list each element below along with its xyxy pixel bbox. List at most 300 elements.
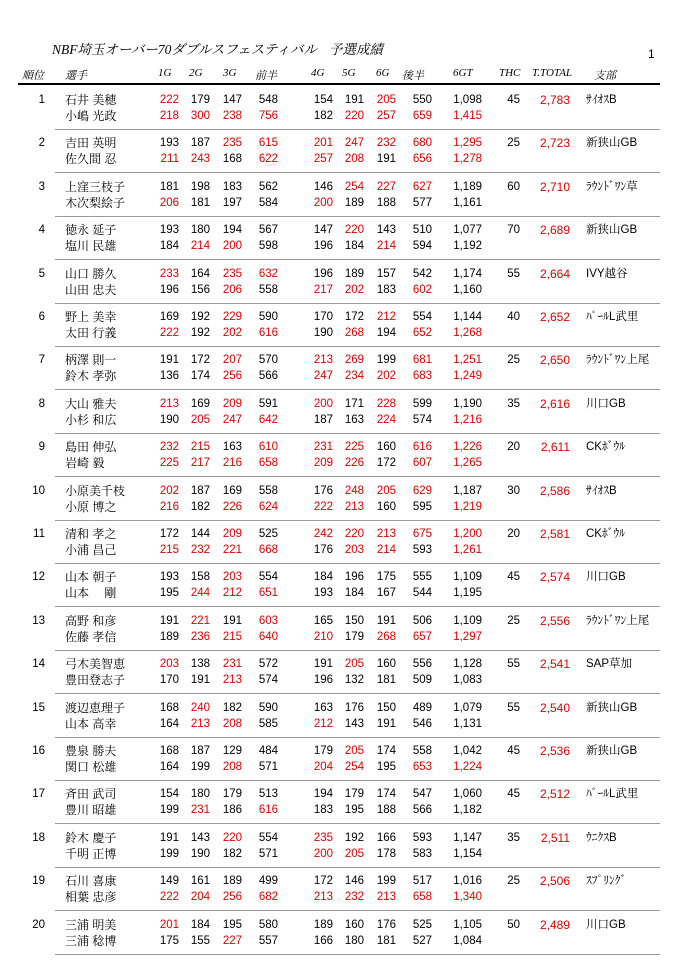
score-cell: 184	[344, 587, 364, 600]
score-cell: 683	[412, 370, 432, 383]
score-cell: 193	[159, 137, 179, 150]
result-entry	[0, 564, 700, 607]
score-cell: 196	[344, 571, 364, 584]
score-cell: 143	[376, 224, 396, 237]
player-name: 岩崎 毅	[65, 456, 105, 471]
team-total-cell: 2,650	[539, 353, 570, 368]
score-cell: 179	[313, 745, 333, 757]
score-cell: 624	[258, 500, 278, 513]
score-cell: 187	[190, 745, 210, 757]
score-cell: 160	[376, 658, 396, 671]
score-cell: 182	[222, 847, 242, 860]
score-cell: 682	[258, 891, 278, 904]
score-cell: 215	[222, 630, 242, 643]
rank-cell: 7	[38, 354, 45, 367]
score-cell: 226	[222, 500, 242, 513]
score-cell: 593	[412, 544, 432, 556]
score-cell: 166	[376, 831, 396, 844]
score-cell: 222	[159, 891, 179, 904]
score-cell: 184	[159, 240, 179, 253]
score-cell: 200	[313, 397, 333, 410]
player-name: 山口 勝久	[65, 266, 117, 281]
score-cell: 146	[344, 875, 364, 888]
score-cell: 209	[222, 397, 242, 410]
score-cell: 570	[258, 354, 278, 367]
score-cell: 204	[313, 761, 333, 773]
score-cell: 187	[190, 137, 210, 150]
score-cell: 656	[412, 153, 432, 166]
score-cell: 205	[190, 413, 210, 426]
score-cell: 1,261	[453, 544, 482, 556]
score-cell: 268	[376, 630, 396, 643]
branch-cell: ﾊﾟｰﾙL武里	[586, 311, 639, 323]
score-cell: 218	[159, 110, 179, 122]
branch-cell: 川口GB	[586, 397, 626, 410]
score-cell: 220	[344, 110, 364, 122]
team-total-cell: 2,556	[539, 613, 570, 628]
score-cell: 242	[313, 528, 333, 540]
score-cell: 169	[190, 397, 210, 410]
score-cell: 208	[222, 717, 242, 730]
score-cell: 183	[313, 804, 333, 817]
score-cell: 1,154	[453, 847, 482, 860]
score-cell: 247	[313, 370, 333, 383]
score-cell: 213	[222, 674, 242, 687]
score-cell: 1,131	[453, 717, 482, 730]
score-cell: 165	[313, 614, 333, 627]
score-cell: 562	[258, 180, 278, 193]
thc-cell: 70	[507, 224, 520, 237]
score-cell: 168	[159, 701, 179, 714]
score-cell: 602	[412, 283, 432, 296]
rank-cell: 6	[38, 311, 45, 323]
score-cell: 166	[313, 934, 333, 947]
player-name: 大山 雅夫	[65, 396, 117, 411]
result-entry	[0, 825, 700, 868]
result-entry	[0, 738, 700, 781]
header-4g: 4G	[311, 67, 325, 79]
score-cell: 1,160	[453, 283, 482, 296]
score-cell: 517	[412, 875, 432, 888]
result-entry	[0, 391, 700, 434]
player-name: 小杉 和広	[65, 412, 117, 427]
score-cell: 170	[159, 674, 179, 687]
score-cell: 506	[412, 614, 432, 627]
score-cell: 231	[222, 658, 242, 671]
score-cell: 172	[344, 311, 364, 323]
score-cell: 186	[222, 804, 242, 817]
thc-cell: 45	[507, 788, 520, 801]
score-cell: 615	[258, 137, 278, 150]
score-cell: 191	[376, 153, 396, 166]
score-cell: 195	[159, 587, 179, 600]
score-cell: 202	[376, 370, 396, 383]
score-cell: 188	[376, 804, 396, 817]
score-cell: 160	[376, 500, 396, 513]
score-cell: 214	[376, 240, 396, 253]
score-cell: 220	[344, 528, 364, 540]
score-cell: 525	[258, 528, 278, 540]
team-total-cell: 2,489	[539, 917, 570, 932]
score-cell: 172	[190, 354, 210, 367]
score-cell: 509	[412, 674, 432, 687]
score-cell: 190	[313, 327, 333, 339]
header-3g: 3G	[223, 67, 237, 79]
score-cell: 149	[159, 875, 179, 888]
score-cell: 191	[222, 614, 242, 627]
score-cell: 607	[412, 457, 432, 470]
score-cell: 189	[313, 918, 333, 931]
score-cell: 554	[412, 311, 432, 323]
score-cell: 182	[313, 110, 333, 122]
score-cell: 1,174	[453, 267, 482, 280]
score-cell: 213	[313, 891, 333, 904]
player-name: 小浦 昌己	[65, 543, 117, 557]
score-cell: 499	[258, 875, 278, 888]
table-header	[0, 67, 700, 81]
score-cell: 1,161	[453, 196, 482, 209]
score-cell: 189	[159, 630, 179, 643]
score-cell: 191	[376, 614, 396, 627]
score-cell: 599	[412, 397, 432, 410]
score-cell: 196	[313, 674, 333, 687]
score-cell: 254	[344, 180, 364, 193]
score-cell: 220	[222, 831, 242, 844]
thc-cell: 55	[507, 658, 520, 671]
header-thc: THC	[499, 67, 521, 79]
score-cell: 224	[376, 413, 396, 426]
score-cell: 179	[344, 788, 364, 801]
score-cell: 247	[222, 413, 242, 426]
thc-cell: 25	[507, 875, 520, 888]
score-cell: 1,190	[453, 397, 482, 410]
score-cell: 150	[344, 614, 364, 627]
score-cell: 175	[376, 571, 396, 584]
result-entry	[0, 434, 700, 477]
score-cell: 229	[222, 311, 242, 323]
thc-cell: 40	[507, 311, 520, 323]
thc-cell: 55	[507, 267, 520, 280]
header-rule	[18, 83, 660, 85]
score-cell: 204	[190, 891, 210, 904]
score-cell: 225	[344, 441, 364, 454]
player-name: 三浦 明美	[65, 917, 117, 932]
score-cell: 1,297	[453, 630, 482, 643]
result-entry	[0, 695, 700, 738]
branch-cell: ﾊﾟｰﾙL武里	[586, 788, 639, 801]
score-cell: 191	[190, 674, 210, 687]
score-cell: 199	[159, 847, 179, 860]
score-cell: 190	[159, 413, 179, 426]
score-cell: 1,278	[453, 153, 482, 166]
result-entry	[0, 912, 700, 955]
branch-cell: ｽﾌﾟﾘﾝｸﾞ	[586, 875, 627, 888]
score-cell: 178	[376, 847, 396, 860]
event-name: NBF埼玉オーバー70ダブルスフェスティバル	[52, 42, 317, 57]
page-number: 1	[648, 47, 655, 61]
score-cell: 156	[190, 283, 210, 296]
branch-cell: 新狭山GB	[586, 745, 638, 757]
score-cell: 226	[344, 457, 364, 470]
score-cell: 191	[159, 614, 179, 627]
score-cell: 244	[190, 587, 210, 600]
score-cell: 205	[344, 658, 364, 671]
score-cell: 209	[313, 457, 333, 470]
score-cell: 191	[159, 354, 179, 367]
score-cell: 136	[159, 370, 179, 383]
player-name: 野上 美幸	[65, 310, 117, 324]
score-cell: 202	[344, 283, 364, 296]
score-cell: 228	[376, 397, 396, 410]
score-cell: 547	[412, 788, 432, 801]
score-cell: 213	[159, 397, 179, 410]
player-name: 塩川 民雄	[65, 239, 117, 254]
score-cell: 201	[159, 918, 179, 931]
score-cell: 216	[222, 457, 242, 470]
score-cell: 653	[412, 761, 432, 773]
team-total-cell: 2,586	[539, 483, 570, 498]
score-cell: 200	[313, 196, 333, 209]
score-cell: 181	[376, 674, 396, 687]
score-cell: 196	[313, 267, 333, 280]
score-cell: 209	[222, 528, 242, 540]
thc-cell: 20	[507, 528, 520, 540]
player-name: 渡辺恵理子	[65, 700, 126, 715]
score-cell: 200	[313, 847, 333, 860]
score-cell: 154	[159, 788, 179, 801]
score-cell: 129	[222, 745, 242, 757]
team-total-cell: 2,723	[539, 136, 570, 151]
score-cell: 175	[159, 934, 179, 947]
score-cell: 668	[258, 544, 278, 556]
score-cell: 181	[190, 196, 210, 209]
score-cell: 227	[222, 934, 242, 947]
player-name: 石井 美穂	[65, 93, 117, 107]
score-cell: 206	[222, 283, 242, 296]
score-cell: 180	[344, 934, 364, 947]
thc-cell: 55	[507, 701, 520, 714]
score-cell: 203	[344, 544, 364, 556]
score-cell: 1,187	[453, 484, 482, 497]
score-cell: 558	[412, 745, 432, 757]
result-entry	[0, 781, 700, 824]
score-cell: 154	[313, 94, 333, 106]
score-cell: 189	[344, 267, 364, 280]
score-cell: 189	[222, 875, 242, 888]
team-total-cell: 2,652	[539, 310, 570, 324]
score-cell: 657	[412, 630, 432, 643]
score-cell: 1,251	[453, 354, 482, 367]
score-cell: 169	[159, 311, 179, 323]
score-cell: 577	[412, 196, 432, 209]
score-cell: 171	[344, 397, 364, 410]
score-cell: 580	[258, 918, 278, 931]
score-cell: 681	[412, 354, 432, 367]
thc-cell: 45	[507, 94, 520, 106]
score-cell: 1,224	[453, 761, 482, 773]
rank-cell: 3	[38, 180, 45, 193]
score-cell: 191	[376, 717, 396, 730]
score-cell: 220	[344, 224, 364, 237]
score-cell: 174	[376, 788, 396, 801]
branch-cell: ｳﾆｸｽB	[586, 831, 617, 844]
score-cell: 212	[222, 587, 242, 600]
score-cell: 510	[412, 224, 432, 237]
score-cell: 542	[412, 267, 432, 280]
thc-cell: 30	[507, 484, 520, 497]
score-cell: 1,105	[453, 918, 482, 931]
team-total-cell: 2,512	[539, 787, 570, 802]
score-cell: 627	[412, 180, 432, 193]
score-cell: 1,084	[453, 934, 482, 947]
branch-cell: 新狭山GB	[586, 701, 638, 714]
branch-cell: CKﾎﾞｳﾙ	[586, 441, 625, 454]
score-cell: 1,195	[453, 587, 482, 600]
player-name: 石川 喜康	[65, 874, 117, 889]
score-cell: 195	[344, 804, 364, 817]
score-cell: 182	[222, 701, 242, 714]
score-cell: 1,098	[453, 94, 482, 106]
score-cell: 184	[313, 571, 333, 584]
rank-cell: 15	[32, 701, 45, 714]
branch-cell: IVY越谷	[586, 267, 628, 280]
player-name: 豊川 昭雄	[65, 803, 117, 818]
score-cell: 603	[258, 614, 278, 627]
score-cell: 256	[222, 370, 242, 383]
score-cell: 180	[190, 224, 210, 237]
score-cell: 225	[159, 457, 179, 470]
score-cell: 194	[313, 788, 333, 801]
score-cell: 1,147	[453, 831, 482, 844]
score-cell: 227	[376, 180, 396, 193]
score-cell: 188	[376, 196, 396, 209]
score-cell: 243	[190, 153, 210, 166]
score-cell: 207	[222, 354, 242, 367]
team-total-cell: 2,689	[539, 223, 570, 238]
score-cell: 176	[313, 484, 333, 497]
score-cell: 1,109	[453, 571, 482, 584]
score-cell: 590	[258, 311, 278, 323]
score-cell: 594	[412, 240, 432, 253]
score-cell: 598	[258, 240, 278, 253]
score-cell: 212	[376, 311, 396, 323]
score-cell: 554	[258, 831, 278, 844]
team-total-cell: 2,664	[539, 266, 570, 281]
score-cell: 201	[313, 137, 333, 150]
player-name: 山本 剛	[65, 586, 117, 601]
score-cell: 213	[190, 717, 210, 730]
score-cell: 205	[376, 94, 396, 106]
rank-cell: 4	[38, 224, 45, 237]
score-cell: 212	[313, 717, 333, 730]
player-name: 三浦 稔博	[65, 933, 117, 948]
player-name: 鈴木 孝弥	[65, 369, 117, 384]
score-cell: 268	[344, 327, 364, 339]
team-total-cell: 2,541	[539, 657, 570, 672]
score-cell: 585	[258, 717, 278, 730]
score-cell: 193	[313, 587, 333, 600]
player-name: 佐久間 忍	[65, 152, 117, 167]
score-cell: 176	[313, 544, 333, 556]
score-cell: 163	[344, 413, 364, 426]
result-entry	[0, 521, 700, 564]
score-cell: 675	[412, 528, 432, 540]
score-cell: 658	[258, 457, 278, 470]
rank-cell: 17	[32, 788, 45, 801]
score-cell: 590	[258, 701, 278, 714]
score-cell: 1,219	[453, 500, 482, 513]
score-cell: 1,189	[453, 180, 482, 193]
player-name: 木次梨絵子	[65, 195, 126, 210]
score-cell: 222	[313, 500, 333, 513]
score-cell: 247	[344, 137, 364, 150]
score-cell: 187	[190, 484, 210, 497]
score-cell: 1,060	[453, 788, 482, 801]
score-cell: 680	[412, 137, 432, 150]
score-cell: 571	[258, 761, 278, 773]
score-cell: 1,144	[453, 311, 482, 323]
score-cell: 198	[190, 180, 210, 193]
score-cell: 160	[344, 918, 364, 931]
score-cell: 214	[376, 544, 396, 556]
score-cell: 199	[376, 354, 396, 367]
score-cell: 571	[258, 847, 278, 860]
score-cell: 1,340	[453, 891, 482, 904]
rank-cell: 18	[32, 831, 45, 844]
header-second-half: 後半	[402, 70, 424, 82]
thc-cell: 60	[507, 180, 520, 193]
score-cell: 164	[159, 761, 179, 773]
rank-cell: 11	[33, 528, 45, 540]
score-cell: 527	[412, 934, 432, 947]
score-cell: 300	[190, 110, 210, 122]
score-cell: 179	[222, 788, 242, 801]
score-cell: 202	[159, 484, 179, 497]
score-cell: 172	[313, 875, 333, 888]
score-cell: 164	[159, 717, 179, 730]
score-cell: 214	[190, 240, 210, 253]
team-total-cell: 2,616	[539, 396, 570, 411]
score-cell: 187	[313, 413, 333, 426]
score-cell: 558	[258, 283, 278, 296]
event-subtitle: 予選成績	[328, 42, 383, 57]
rank-cell: 5	[38, 267, 45, 280]
score-cell: 231	[190, 804, 210, 817]
score-cell: 147	[222, 94, 242, 106]
result-entry	[0, 868, 700, 911]
player-name: 清和 孝之	[65, 527, 117, 541]
score-cell: 584	[258, 196, 278, 209]
score-cell: 183	[376, 283, 396, 296]
score-cell: 146	[313, 180, 333, 193]
score-cell: 566	[412, 804, 432, 817]
score-cell: 213	[376, 891, 396, 904]
player-name: 佐藤 孝信	[65, 629, 117, 644]
score-cell: 216	[159, 500, 179, 513]
rank-cell: 12	[32, 571, 45, 584]
score-cell: 583	[412, 847, 432, 860]
score-cell: 180	[190, 788, 210, 801]
score-cell: 1,265	[453, 457, 482, 470]
score-cell: 190	[190, 847, 210, 860]
score-cell: 200	[222, 240, 242, 253]
score-cell: 176	[344, 701, 364, 714]
score-cell: 191	[344, 94, 364, 106]
branch-cell: 新狭山GB	[586, 137, 638, 150]
result-entry	[0, 651, 700, 694]
branch-cell: ｻｲｵｽB	[586, 94, 617, 106]
rank-cell: 2	[38, 137, 45, 150]
